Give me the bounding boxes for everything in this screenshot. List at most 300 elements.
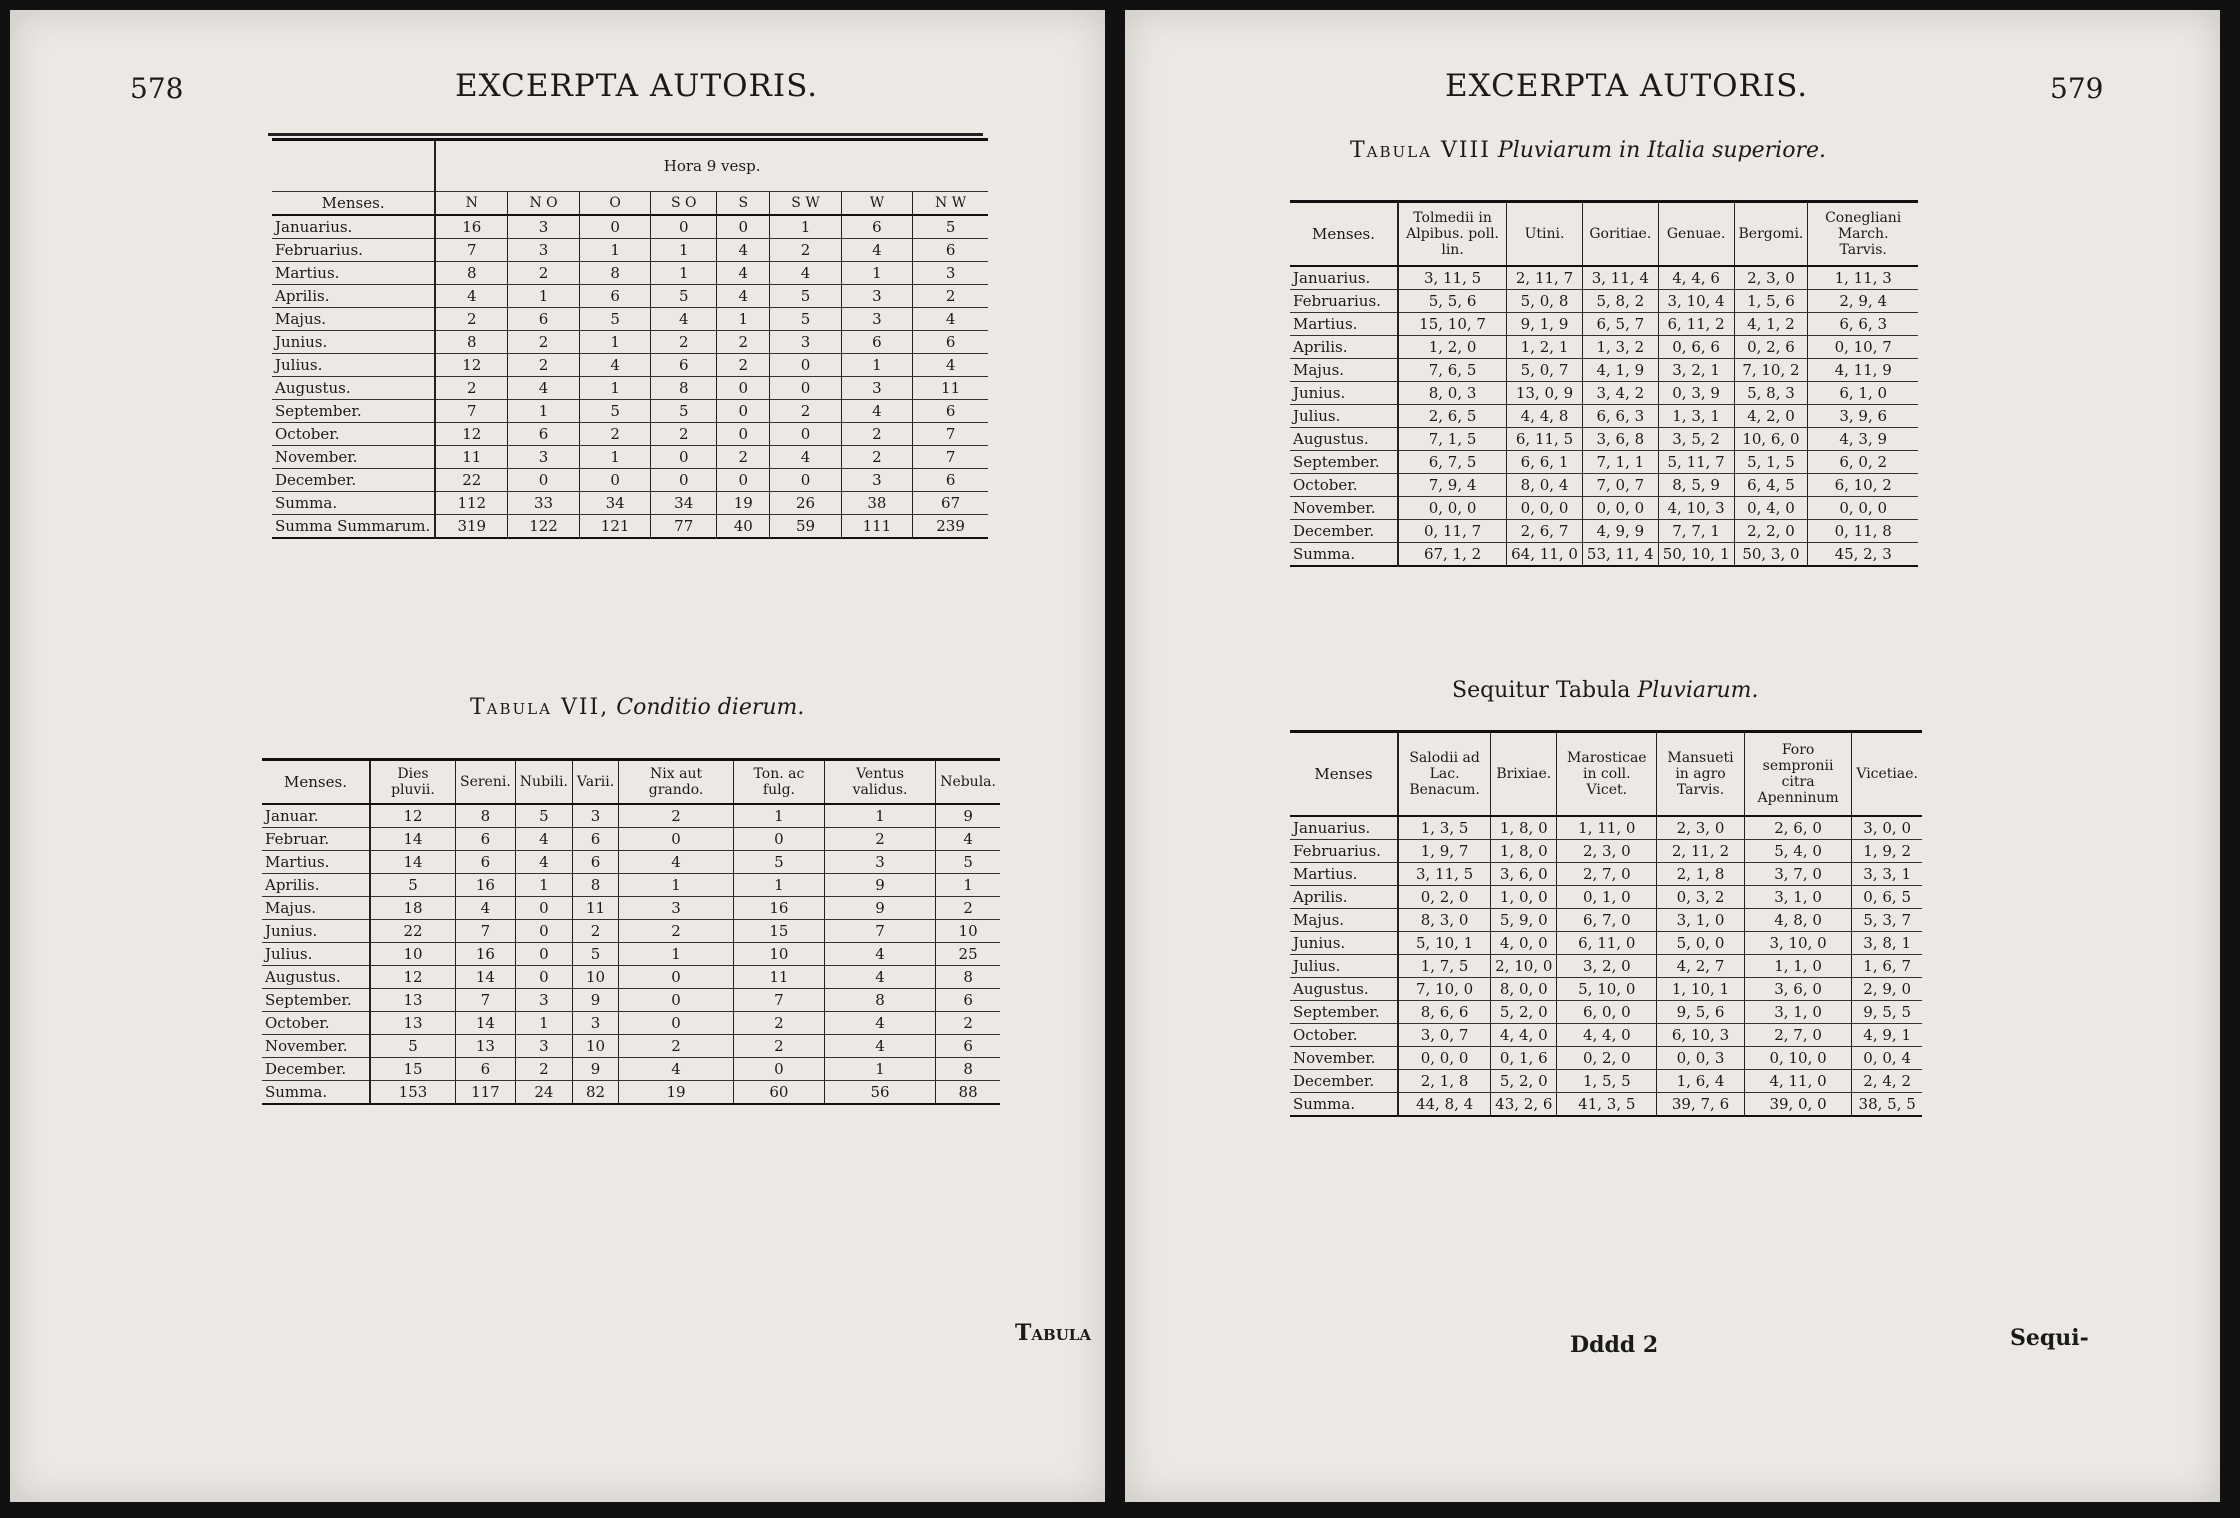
tabula-vii-table <box>262 758 1000 1105</box>
value-cell: 2, 10, 0 <box>1491 955 1557 978</box>
value-cell: 59 <box>770 515 841 539</box>
month-cell: Aprilis. <box>1290 886 1398 909</box>
table-row <box>1290 359 1918 382</box>
value-cell: 1, 9, 2 <box>1852 840 1922 863</box>
column-header: Nebula. <box>936 760 1000 805</box>
value-cell: 1 <box>733 874 824 897</box>
value-cell: 4 <box>841 400 913 423</box>
value-cell: 0 <box>579 215 651 239</box>
sequitur-table <box>1290 730 1922 1117</box>
month-cell: Julius. <box>272 354 435 377</box>
value-cell: 8, 0, 3 <box>1398 382 1507 405</box>
value-cell: 0 <box>651 469 717 492</box>
value-cell: 3, 0, 7 <box>1398 1024 1491 1047</box>
column-header: Bergomi. <box>1734 202 1808 267</box>
month-cell: October. <box>1290 1024 1398 1047</box>
value-cell: 6 <box>841 331 913 354</box>
value-cell: 1 <box>824 804 935 828</box>
value-cell: 0 <box>515 897 572 920</box>
value-cell: 1, 5, 6 <box>1734 290 1808 313</box>
value-cell: 4 <box>717 239 770 262</box>
value-cell: 88 <box>936 1081 1000 1105</box>
table-row <box>272 423 988 446</box>
value-cell: 4 <box>913 308 988 331</box>
value-cell: 1, 1, 0 <box>1744 955 1851 978</box>
value-cell: 6 <box>579 285 651 308</box>
value-cell: 10, 6, 0 <box>1734 428 1808 451</box>
header-row <box>1290 202 1918 267</box>
value-cell: 0 <box>651 215 717 239</box>
column-header: Goritiae. <box>1582 202 1658 267</box>
value-cell: 0 <box>619 966 734 989</box>
value-cell: 5 <box>936 851 1000 874</box>
value-cell: 38 <box>841 492 913 515</box>
column-header: N W <box>913 192 988 216</box>
value-cell: 19 <box>619 1081 734 1105</box>
value-cell: 0, 1, 0 <box>1557 886 1657 909</box>
month-cell: December. <box>272 469 435 492</box>
value-cell: 12 <box>370 804 455 828</box>
column-header: Foro sempronii citra Apenninum <box>1744 732 1851 817</box>
value-cell: 2 <box>508 354 580 377</box>
column-header: S <box>717 192 770 216</box>
month-cell: Augustus. <box>262 966 370 989</box>
table-row <box>1290 1070 1922 1093</box>
page-number: 579 <box>2050 72 2104 105</box>
value-cell: 11 <box>733 966 824 989</box>
value-cell: 2, 3, 0 <box>1657 816 1745 840</box>
value-cell: 0 <box>515 966 572 989</box>
value-cell: 6, 11, 2 <box>1658 313 1734 336</box>
value-cell: 10 <box>572 1035 618 1058</box>
value-cell: 3, 4, 2 <box>1582 382 1658 405</box>
tabula-vii-caption <box>470 695 804 720</box>
month-cell: Junius. <box>1290 382 1398 405</box>
column-header: W <box>841 192 913 216</box>
value-cell: 7 <box>435 400 508 423</box>
column-header: S W <box>770 192 841 216</box>
right-page <box>1125 10 2220 1502</box>
value-cell: 4, 2, 7 <box>1657 955 1745 978</box>
value-cell: 5 <box>579 400 651 423</box>
value-cell: 3, 10, 0 <box>1744 932 1851 955</box>
value-cell: 2 <box>717 331 770 354</box>
table-row <box>262 897 1000 920</box>
header-row <box>262 760 1000 805</box>
value-cell: 3, 1, 0 <box>1744 1001 1851 1024</box>
table-row <box>262 874 1000 897</box>
page-number: 578 <box>130 72 184 105</box>
value-cell: 3 <box>508 215 580 239</box>
value-cell: 4 <box>841 239 913 262</box>
value-cell: 53, 11, 4 <box>1582 543 1658 567</box>
column-header: Brixiae. <box>1491 732 1557 817</box>
caption-label: Tabula VIII <box>1350 138 1491 163</box>
value-cell: 5, 8, 3 <box>1734 382 1808 405</box>
month-cell: Februarius. <box>1290 840 1398 863</box>
value-cell: 3, 8, 1 <box>1852 932 1922 955</box>
month-header: Menses <box>1290 732 1398 817</box>
value-cell: 16 <box>435 215 508 239</box>
value-cell: 6 <box>936 1035 1000 1058</box>
value-cell: 0 <box>619 989 734 1012</box>
value-cell: 1 <box>579 331 651 354</box>
value-cell: 4, 0, 0 <box>1491 932 1557 955</box>
value-cell: 4 <box>824 1012 935 1035</box>
value-cell: 8, 0, 4 <box>1507 474 1583 497</box>
value-cell: 4 <box>824 1035 935 1058</box>
value-cell: 0, 3, 9 <box>1658 382 1734 405</box>
value-cell: 4 <box>515 828 572 851</box>
value-cell: 8 <box>936 966 1000 989</box>
value-cell: 6 <box>913 469 988 492</box>
table-row <box>1290 336 1918 359</box>
month-cell: December. <box>262 1058 370 1081</box>
value-cell: 1, 11, 0 <box>1557 816 1657 840</box>
table-row <box>1290 290 1918 313</box>
table-row <box>272 215 988 239</box>
value-cell: 0, 2, 0 <box>1557 1047 1657 1070</box>
header-row <box>1290 732 1922 817</box>
month-cell: September. <box>272 400 435 423</box>
value-cell: 5, 2, 0 <box>1491 1001 1557 1024</box>
value-cell: 0, 0, 3 <box>1657 1047 1745 1070</box>
table-row <box>262 1081 1000 1105</box>
value-cell: 8 <box>651 377 717 400</box>
value-cell: 4 <box>936 828 1000 851</box>
table-row <box>262 989 1000 1012</box>
value-cell: 14 <box>370 851 455 874</box>
table-row <box>272 239 988 262</box>
table-row <box>1290 1001 1922 1024</box>
value-cell: 6, 7, 0 <box>1557 909 1657 932</box>
caption-title: Pluviarum in Italia superiore. <box>1497 138 1826 163</box>
value-cell: 6 <box>651 354 717 377</box>
value-cell: 6 <box>572 851 618 874</box>
value-cell: 4, 1, 2 <box>1734 313 1808 336</box>
value-cell: 39, 0, 0 <box>1744 1093 1851 1117</box>
table-row <box>272 469 988 492</box>
value-cell: 4 <box>770 262 841 285</box>
table-row <box>1290 909 1922 932</box>
table-row <box>262 828 1000 851</box>
table-row <box>1290 428 1918 451</box>
value-cell: 2 <box>717 446 770 469</box>
value-cell: 6 <box>508 423 580 446</box>
caption-label: Sequitur Tabula <box>1452 678 1631 703</box>
group-header: Hora 9 vesp. <box>435 140 988 192</box>
table-row <box>262 804 1000 828</box>
value-cell: 2, 2, 0 <box>1734 520 1808 543</box>
value-cell: 43, 2, 6 <box>1491 1093 1557 1117</box>
value-cell: 1, 2, 1 <box>1507 336 1583 359</box>
value-cell: 10 <box>572 966 618 989</box>
value-cell: 1 <box>508 285 580 308</box>
value-cell: 6 <box>841 215 913 239</box>
column-header: N <box>435 192 508 216</box>
value-cell: 9 <box>824 897 935 920</box>
table-row <box>262 851 1000 874</box>
value-cell: 4, 4, 6 <box>1658 266 1734 290</box>
value-cell: 0, 0, 0 <box>1808 497 1918 520</box>
month-cell: Augustus. <box>272 377 435 400</box>
value-cell: 6 <box>936 989 1000 1012</box>
table-row <box>272 377 988 400</box>
value-cell: 3 <box>515 989 572 1012</box>
value-cell: 34 <box>579 492 651 515</box>
value-cell: 3 <box>841 308 913 331</box>
value-cell: 4, 9, 1 <box>1852 1024 1922 1047</box>
value-cell: 6 <box>913 331 988 354</box>
value-cell: 2 <box>508 262 580 285</box>
value-cell: 15 <box>733 920 824 943</box>
value-cell: 117 <box>455 1081 515 1105</box>
value-cell: 6, 10, 3 <box>1657 1024 1745 1047</box>
header-row <box>272 192 988 216</box>
value-cell: 7, 1, 5 <box>1398 428 1507 451</box>
value-cell: 14 <box>455 1012 515 1035</box>
value-cell: 25 <box>936 943 1000 966</box>
value-cell: 6, 5, 7 <box>1582 313 1658 336</box>
value-cell: 0, 0, 4 <box>1852 1047 1922 1070</box>
value-cell: 3 <box>824 851 935 874</box>
value-cell: 82 <box>572 1081 618 1105</box>
value-cell: 1, 8, 0 <box>1491 816 1557 840</box>
table-row <box>262 1012 1000 1035</box>
value-cell: 0 <box>717 215 770 239</box>
value-cell: 5 <box>515 804 572 828</box>
table-row <box>272 331 988 354</box>
value-cell: 8, 6, 6 <box>1398 1001 1491 1024</box>
catchword: Tabula <box>1015 1320 1091 1346</box>
value-cell: 0 <box>770 377 841 400</box>
value-cell: 7, 9, 4 <box>1398 474 1507 497</box>
value-cell: 8 <box>435 262 508 285</box>
table-row <box>1290 405 1918 428</box>
value-cell: 7 <box>913 446 988 469</box>
value-cell: 1, 6, 4 <box>1657 1070 1745 1093</box>
table-row <box>1290 955 1922 978</box>
value-cell: 4, 1, 9 <box>1582 359 1658 382</box>
value-cell: 7 <box>824 920 935 943</box>
table-row <box>1290 978 1922 1001</box>
table-row <box>272 400 988 423</box>
value-cell: 0, 6, 5 <box>1852 886 1922 909</box>
value-cell: 3 <box>770 331 841 354</box>
value-cell: 1, 6, 7 <box>1852 955 1922 978</box>
value-cell: 3, 3, 1 <box>1852 863 1922 886</box>
value-cell: 3, 10, 4 <box>1658 290 1734 313</box>
caption-title: Pluviarum. <box>1637 678 1759 703</box>
value-cell: 2 <box>651 331 717 354</box>
table-row <box>262 1058 1000 1081</box>
value-cell: 0 <box>651 446 717 469</box>
value-cell: 3 <box>913 262 988 285</box>
caption-title: Conditio dierum. <box>616 695 805 720</box>
value-cell: 0 <box>770 354 841 377</box>
value-cell: 15 <box>370 1058 455 1081</box>
value-cell: 1 <box>824 1058 935 1081</box>
value-cell: 0 <box>770 423 841 446</box>
value-cell: 1, 3, 5 <box>1398 816 1491 840</box>
month-cell: Julius. <box>1290 405 1398 428</box>
table-row <box>272 492 988 515</box>
value-cell: 7 <box>435 239 508 262</box>
value-cell: 5 <box>370 1035 455 1058</box>
month-cell: Summa. <box>1290 1093 1398 1117</box>
value-cell: 1, 8, 0 <box>1491 840 1557 863</box>
month-cell: October. <box>262 1012 370 1035</box>
value-cell: 60 <box>733 1081 824 1105</box>
value-cell: 5, 4, 0 <box>1744 840 1851 863</box>
month-cell: December. <box>1290 520 1398 543</box>
value-cell: 319 <box>435 515 508 539</box>
value-cell: 2, 1, 8 <box>1657 863 1745 886</box>
value-cell: 8 <box>936 1058 1000 1081</box>
value-cell: 5, 2, 0 <box>1491 1070 1557 1093</box>
value-cell: 5, 10, 0 <box>1557 978 1657 1001</box>
value-cell: 5 <box>370 874 455 897</box>
month-cell: Augustus. <box>1290 978 1398 1001</box>
value-cell: 2 <box>619 1035 734 1058</box>
table-row <box>1290 451 1918 474</box>
value-cell: 1, 3, 1 <box>1658 405 1734 428</box>
value-cell: 2, 9, 0 <box>1852 978 1922 1001</box>
value-cell: 1, 11, 3 <box>1808 266 1918 290</box>
blank-cell <box>272 140 435 192</box>
value-cell: 111 <box>841 515 913 539</box>
value-cell: 5 <box>651 400 717 423</box>
catchword: Sequi- <box>2010 1325 2089 1351</box>
value-cell: 0, 0, 0 <box>1398 497 1507 520</box>
value-cell: 4 <box>508 377 580 400</box>
table-row <box>1290 266 1918 290</box>
value-cell: 0, 0, 0 <box>1582 497 1658 520</box>
value-cell: 3 <box>619 897 734 920</box>
value-cell: 0 <box>717 377 770 400</box>
table-row <box>272 446 988 469</box>
value-cell: 1, 7, 5 <box>1398 955 1491 978</box>
header-rule <box>268 133 983 136</box>
value-cell: 3 <box>841 469 913 492</box>
month-cell: November. <box>262 1035 370 1058</box>
value-cell: 4 <box>824 966 935 989</box>
value-cell: 5 <box>579 308 651 331</box>
month-cell: December. <box>1290 1070 1398 1093</box>
month-cell: Februarius. <box>272 239 435 262</box>
value-cell: 1, 9, 7 <box>1398 840 1491 863</box>
value-cell: 1 <box>579 239 651 262</box>
value-cell: 6, 0, 0 <box>1557 1001 1657 1024</box>
value-cell: 2, 7, 0 <box>1744 1024 1851 1047</box>
value-cell: 11 <box>435 446 508 469</box>
value-cell: 45, 2, 3 <box>1808 543 1918 567</box>
table-row <box>272 262 988 285</box>
table-row <box>1290 886 1922 909</box>
value-cell: 11 <box>913 377 988 400</box>
tabula-viii-caption <box>1350 138 1826 163</box>
value-cell: 39, 7, 6 <box>1657 1093 1745 1117</box>
value-cell: 3, 7, 0 <box>1744 863 1851 886</box>
value-cell: 3, 2, 1 <box>1658 359 1734 382</box>
value-cell: 3, 11, 4 <box>1582 266 1658 290</box>
value-cell: 3 <box>508 446 580 469</box>
wind-direction-table <box>272 138 988 539</box>
table-row <box>1290 1093 1922 1117</box>
value-cell: 2, 6, 5 <box>1398 405 1507 428</box>
value-cell: 6 <box>913 400 988 423</box>
value-cell: 16 <box>455 943 515 966</box>
value-cell: 0 <box>717 423 770 446</box>
value-cell: 6, 4, 5 <box>1734 474 1808 497</box>
value-cell: 239 <box>913 515 988 539</box>
value-cell: 5, 0, 8 <box>1507 290 1583 313</box>
value-cell: 4 <box>619 851 734 874</box>
month-cell: Summa Summarum. <box>272 515 435 539</box>
value-cell: 67 <box>913 492 988 515</box>
value-cell: 2 <box>572 920 618 943</box>
value-cell: 22 <box>435 469 508 492</box>
value-cell: 2 <box>824 828 935 851</box>
value-cell: 0, 1, 6 <box>1491 1047 1557 1070</box>
table-row <box>1290 382 1918 405</box>
value-cell: 50, 3, 0 <box>1734 543 1808 567</box>
table-row <box>1290 863 1922 886</box>
value-cell: 1, 2, 0 <box>1398 336 1507 359</box>
value-cell: 2 <box>841 446 913 469</box>
table-row <box>262 1035 1000 1058</box>
table-row <box>272 354 988 377</box>
value-cell: 5, 9, 0 <box>1491 909 1557 932</box>
table-row <box>272 308 988 331</box>
value-cell: 6 <box>455 828 515 851</box>
column-header: Utini. <box>1507 202 1583 267</box>
table-row <box>262 966 1000 989</box>
value-cell: 0, 2, 6 <box>1734 336 1808 359</box>
value-cell: 2 <box>733 1035 824 1058</box>
table-row <box>1290 313 1918 336</box>
value-cell: 3, 6, 0 <box>1491 863 1557 886</box>
value-cell: 2, 3, 0 <box>1557 840 1657 863</box>
value-cell: 9 <box>572 989 618 1012</box>
value-cell: 6, 6, 1 <box>1507 451 1583 474</box>
value-cell: 3, 2, 0 <box>1557 955 1657 978</box>
value-cell: 1 <box>651 262 717 285</box>
value-cell: 153 <box>370 1081 455 1105</box>
value-cell: 2 <box>717 354 770 377</box>
value-cell: 13 <box>370 1012 455 1035</box>
value-cell: 0 <box>717 400 770 423</box>
value-cell: 2 <box>435 377 508 400</box>
table-row <box>1290 840 1922 863</box>
month-cell: Majus. <box>272 308 435 331</box>
month-cell: October. <box>272 423 435 446</box>
table-row <box>1290 1024 1922 1047</box>
value-cell: 34 <box>651 492 717 515</box>
value-cell: 0 <box>515 943 572 966</box>
value-cell: 0 <box>619 828 734 851</box>
value-cell: 0, 0, 0 <box>1507 497 1583 520</box>
value-cell: 77 <box>651 515 717 539</box>
value-cell: 2, 11, 2 <box>1657 840 1745 863</box>
value-cell: 3, 6, 8 <box>1582 428 1658 451</box>
value-cell: 2, 9, 4 <box>1808 290 1918 313</box>
value-cell: 4, 4, 8 <box>1507 405 1583 428</box>
value-cell: 8 <box>435 331 508 354</box>
month-cell: Aprilis. <box>1290 336 1398 359</box>
value-cell: 5, 0, 7 <box>1507 359 1583 382</box>
value-cell: 2 <box>651 423 717 446</box>
